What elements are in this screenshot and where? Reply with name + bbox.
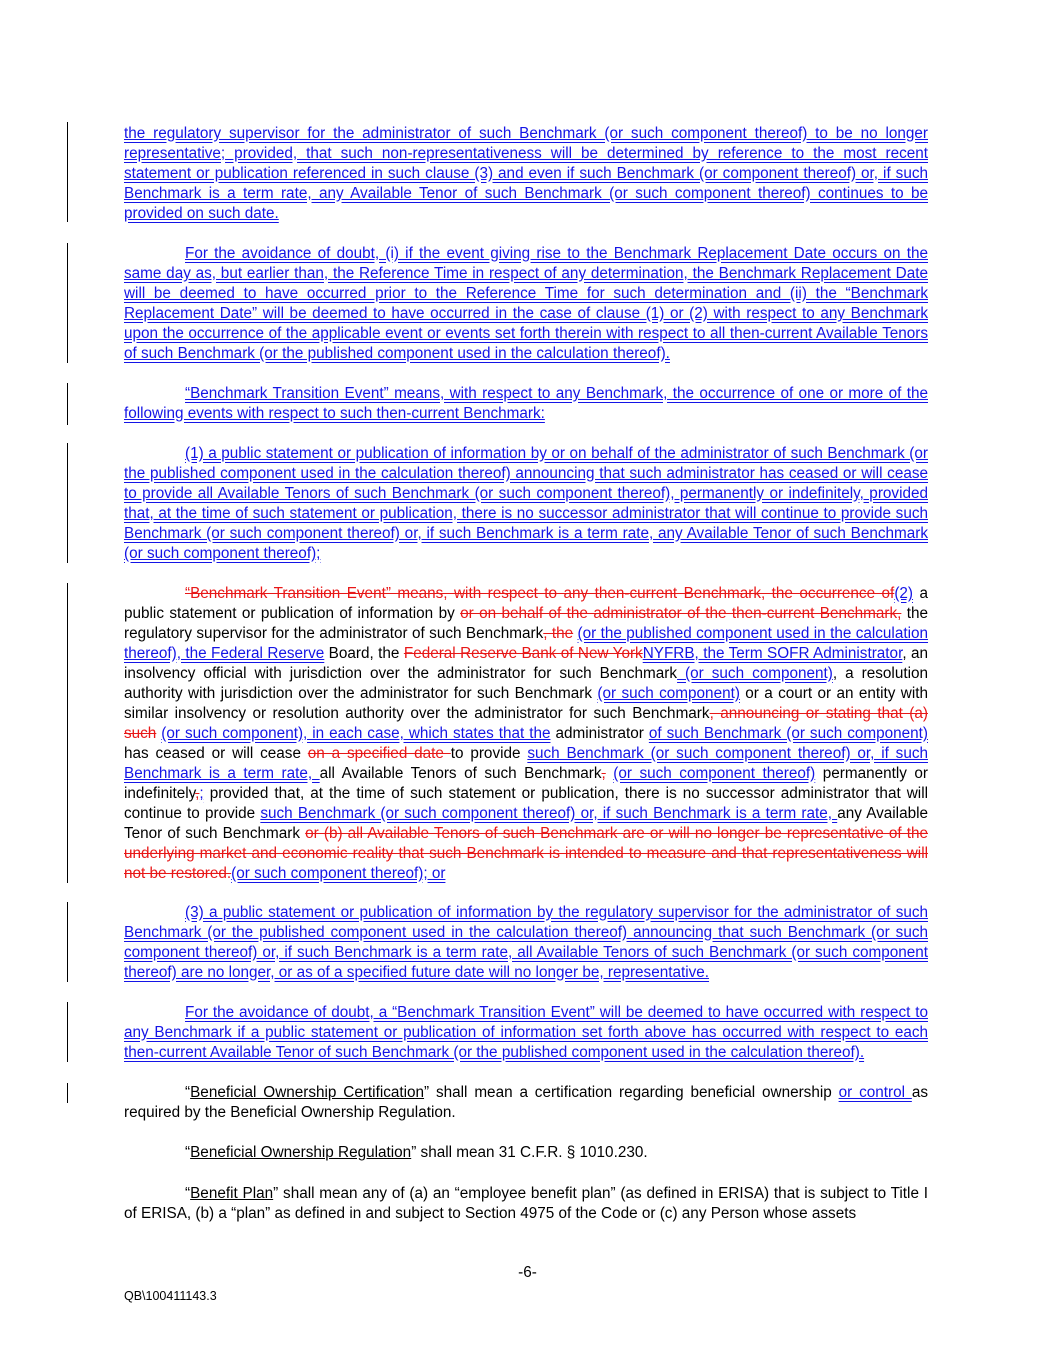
body-text: as required by the Beneficial Ownership Regulation. bbox=[124, 1084, 928, 1121]
deleted-text: , the bbox=[543, 625, 574, 642]
inserted-text: (3) a public statement or publication of information by the regulatory supervisor for the administrator of such Benchmark (or the published component used in the calculation thereof) announcing that such Benchmark (or such component thereof) or, if such Benchmark is a term rate, all Available Tenors of such Benchmark (or such component thereof) are no longer, or as of a specified future date will no longer be, representative. bbox=[124, 904, 928, 981]
defined-term: Benefit Plan bbox=[190, 1185, 274, 1202]
body-text: Board, the bbox=[324, 645, 404, 662]
deleted-text: or on behalf of the administrator of the then-current Benchmark, bbox=[460, 605, 902, 622]
inserted-text: (or such component) bbox=[677, 665, 833, 682]
inserted-text: (or such component thereof); or bbox=[231, 865, 446, 882]
body-text: or a court or an entity with similar insolvency or resolution authority over the administrator for such Benchmark bbox=[124, 685, 928, 722]
inserted-text: (or such component thereof) bbox=[613, 765, 816, 782]
defined-term: Beneficial Ownership Certification bbox=[190, 1084, 425, 1101]
body-text: to provide bbox=[450, 745, 528, 762]
paragraph-clause-1 bbox=[124, 444, 928, 564]
deleted-text: , bbox=[195, 785, 200, 802]
body-text: ” shall mean 31 C.F.R. § 1010.230. bbox=[411, 1144, 648, 1161]
defined-term: Beneficial Ownership Regulation bbox=[190, 1144, 412, 1161]
change-bar bbox=[67, 1083, 68, 1103]
change-bar bbox=[67, 383, 68, 425]
body-text: administrator bbox=[550, 725, 649, 742]
change-bar bbox=[67, 1002, 68, 1062]
body-text: ” shall mean a certification regarding beneficial ownership bbox=[424, 1084, 839, 1101]
body-text: ” shall mean any of (a) an “employee benefit plan” (as defined in ERISA) that is subject to Title I of ERISA, (b) a “plan” as defined in and subject to Section 4975 of the Code or (c) any Person whose assets bbox=[124, 1185, 928, 1222]
body-text: “ bbox=[185, 1084, 191, 1101]
deleted-text: , announcing or stating that (a) such bbox=[124, 705, 928, 742]
body-text: , an insolvency official with jurisdiction over the administrator for such Benchmark bbox=[124, 645, 928, 682]
change-bar bbox=[67, 902, 68, 982]
body-text: any Available Tenor of such Benchmark bbox=[124, 805, 928, 842]
inserted-text: such Benchmark (or such component thereof) or, if such Benchmark is a term rate, bbox=[260, 805, 838, 822]
deleted-text: on a specified date bbox=[307, 745, 451, 762]
inserted-text: “Benchmark Transition Event” means, with respect to any Benchmark, the occurrence of one or more of the following events with respect to such then-current Benchmark: bbox=[124, 385, 928, 422]
paragraph-avoidance-replacement-date bbox=[124, 244, 928, 364]
paragraph-regulatory-supervisor bbox=[124, 124, 928, 224]
paragraph-clause-3 bbox=[124, 903, 928, 983]
deleted-text: or (b) all Available Tenors of such Benchmark are or will no longer be representative of the underlying market and economic reality that such Benchmark is intended to measure and that representativeness will not be restored. bbox=[124, 825, 928, 882]
paragraph-avoidance-transition-event bbox=[124, 1003, 928, 1063]
body-text: the regulatory supervisor for the administrator of such Benchmark bbox=[124, 605, 929, 642]
paragraph-transition-event-definition bbox=[124, 384, 928, 424]
inserted-text: such Benchmark (or such component thereof) or, if such Benchmark is a term rate, bbox=[124, 745, 928, 782]
inserted-text: or control bbox=[838, 1084, 912, 1101]
inserted-text: ; bbox=[199, 785, 204, 802]
inserted-text: of such Benchmark (or such component) bbox=[648, 725, 928, 742]
body-text: provided that, at the time of such statement or publication, there is no successor administrator that will continue to provide bbox=[124, 785, 928, 822]
body-text: a public statement or publication of information by bbox=[124, 585, 928, 622]
change-bar bbox=[67, 122, 68, 222]
paragraph-beneficial-ownership-certification bbox=[124, 1083, 928, 1123]
inserted-text: For the avoidance of doubt, (i) if the event giving rise to the Benchmark Replacement Date occurs on the same day as, but earlier than, the Reference Time in respect of any determination, the Benchmark Replacement Date will be deemed to have occurred prior to the Reference Time for such determination and (ii) the “Benchmark Replacement Date” will be deemed to have occurred in the case of clause (1) or (2) with respect to any Benchmark upon the occurrence of the applicable event or events set forth therein with respect to all then-current Available Tenors of such Benchmark (or the published component used in the calculation thereof). bbox=[124, 245, 928, 362]
inserted-text: (or such component), in each case, which states that the bbox=[161, 725, 551, 742]
body-text: “ bbox=[185, 1144, 191, 1161]
deleted-text: Federal Reserve Bank of New York bbox=[403, 645, 643, 662]
deleted-text: , bbox=[601, 765, 606, 782]
body-text: has ceased or will cease bbox=[124, 745, 308, 762]
change-bar bbox=[67, 583, 68, 883]
inserted-text: For the avoidance of doubt, a “Benchmark Transition Event” will be deemed to have occurred with respect to any Benchmark if a public statement or publication of information set forth above has occurred with respect to each then-current Available Tenor of such Benchmark (or the published component used in the calculation thereof). bbox=[124, 1004, 928, 1061]
inserted-text: (or such component) bbox=[597, 685, 740, 702]
change-bar bbox=[67, 243, 68, 363]
paragraph-benefit-plan bbox=[124, 1184, 928, 1224]
paragraph-beneficial-ownership-regulation bbox=[124, 1143, 928, 1163]
inserted-text: (1) a public statement or publication of information by or on behalf of the administrator of such Benchmark (or the published component used in the calculation thereof) announcing that such administrator has ceased or will cease to provide all Available Tenors of such Benchmark (or such component thereof), permanently or indefinitely, provided that, at the time of such statement or publication, there is no successor administrator that will continue to provide such Benchmark (or such component thereof) or, if such Benchmark is a term rate, any Available Tenor of such Benchmark (or such component thereof); bbox=[124, 445, 928, 562]
inserted-text: the regulatory supervisor for the administrator of such Benchmark (or such component thereof) to be no longer representative; provided, that such non-representativeness will be determined by reference to the most recent statement or publication referenced in such clause (3) and even if such Benchmark (or component thereof) or, if such Benchmark is a term rate, any Available Tenor of such Benchmark (or such component thereof) continues to be provided on such date. bbox=[124, 125, 928, 222]
body-text: “ bbox=[185, 1185, 191, 1202]
change-bar bbox=[67, 443, 68, 563]
paragraph-clause-2 bbox=[124, 584, 928, 884]
body-text: all Available Tenors of such Benchmark bbox=[319, 765, 602, 782]
inserted-text: (2) bbox=[894, 585, 914, 602]
page-number: -6- bbox=[518, 1264, 537, 1281]
inserted-text: (or the published component used in the calculation thereof), the Federal Reserve bbox=[124, 625, 929, 662]
deleted-text: “Benchmark Transition Event” means, with respect to any then-current Benchmark, the occurrence of bbox=[185, 585, 895, 602]
inserted-text: NYFRB, the Term SOFR Administrator bbox=[642, 645, 903, 662]
body-text: permanently or indefinitely bbox=[124, 765, 929, 802]
body-text: , a resolution authority with jurisdiction over the administrator for such Benchmark bbox=[124, 665, 928, 702]
document-id: QB\100411143.3 bbox=[124, 1289, 217, 1303]
